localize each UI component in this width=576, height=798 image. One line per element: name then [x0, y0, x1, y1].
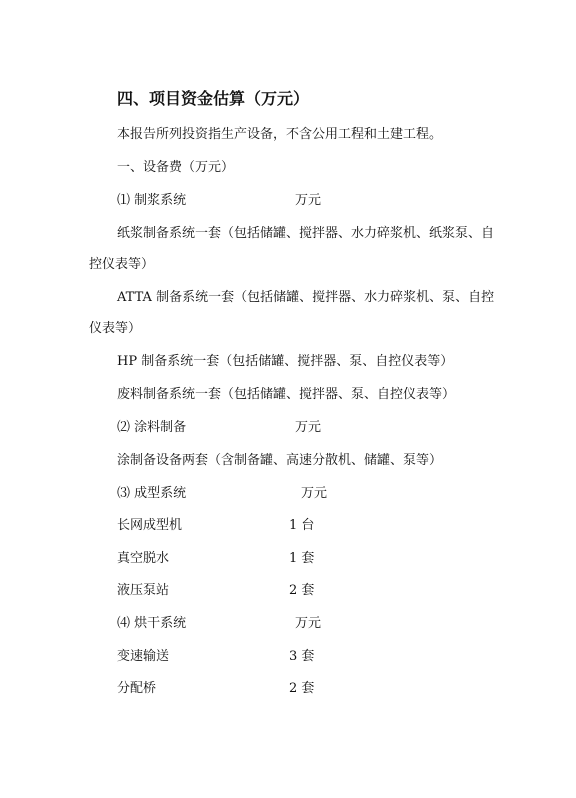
coating-prep-unit: 万元: [295, 420, 322, 435]
pulp-prep-line-2: 控仪表等）: [89, 257, 155, 272]
forming-item-qty: 1 台: [289, 518, 315, 533]
forming-system-label: ⑶ 成型系统: [117, 486, 187, 501]
forming-item-qty: 1 套: [289, 551, 315, 566]
forming-item-name: 真空脱水: [117, 551, 170, 566]
drying-item-qty: 2 套: [289, 681, 315, 696]
intro-paragraph: 本报告所列投资指生产设备，不含公用工程和土建工程。: [117, 127, 443, 142]
equipment-section-title: 一、设备费（万元）: [117, 160, 235, 175]
forming-item-name: 液压泵站: [117, 583, 170, 598]
drying-item-name: 变速输送: [117, 649, 170, 664]
atta-prep-line-1: ATTA 制备系统一套（包括储罐、搅拌器、水力碎浆机、泵、自控: [117, 290, 495, 305]
coating-equipment-line: 涂制备设备两套（含制备罐、高速分散机、储罐、泵等）: [117, 453, 443, 468]
pulping-system-label: ⑴ 制浆系统: [117, 193, 187, 208]
forming-item-qty: 2 套: [289, 583, 315, 598]
waste-prep-line: 废料制备系统一套（包括储罐、搅拌器、泵、自控仪表等）: [117, 387, 456, 402]
atta-prep-line-2: 仪表等）: [89, 321, 142, 336]
drying-item-qty: 3 套: [289, 649, 315, 664]
forming-system-unit: 万元: [301, 486, 328, 501]
section-heading: 四、项目资金估算（万元）: [117, 89, 310, 108]
drying-system-unit: 万元: [295, 616, 322, 631]
pulping-system-unit: 万元: [295, 193, 322, 208]
drying-system-label: ⑷ 烘干系统: [117, 616, 187, 631]
coating-prep-label: ⑵ 涂料制备: [117, 420, 187, 435]
pulp-prep-line-1: 纸浆制备系统一套（包括储罐、搅拌器、水力碎浆机、纸浆泵、自: [117, 226, 495, 241]
forming-item-name: 长网成型机: [117, 518, 183, 533]
hp-prep-line: HP 制备系统一套（包括储罐、搅拌器、泵、自控仪表等）: [117, 354, 454, 369]
drying-item-name: 分配桥: [117, 681, 157, 696]
